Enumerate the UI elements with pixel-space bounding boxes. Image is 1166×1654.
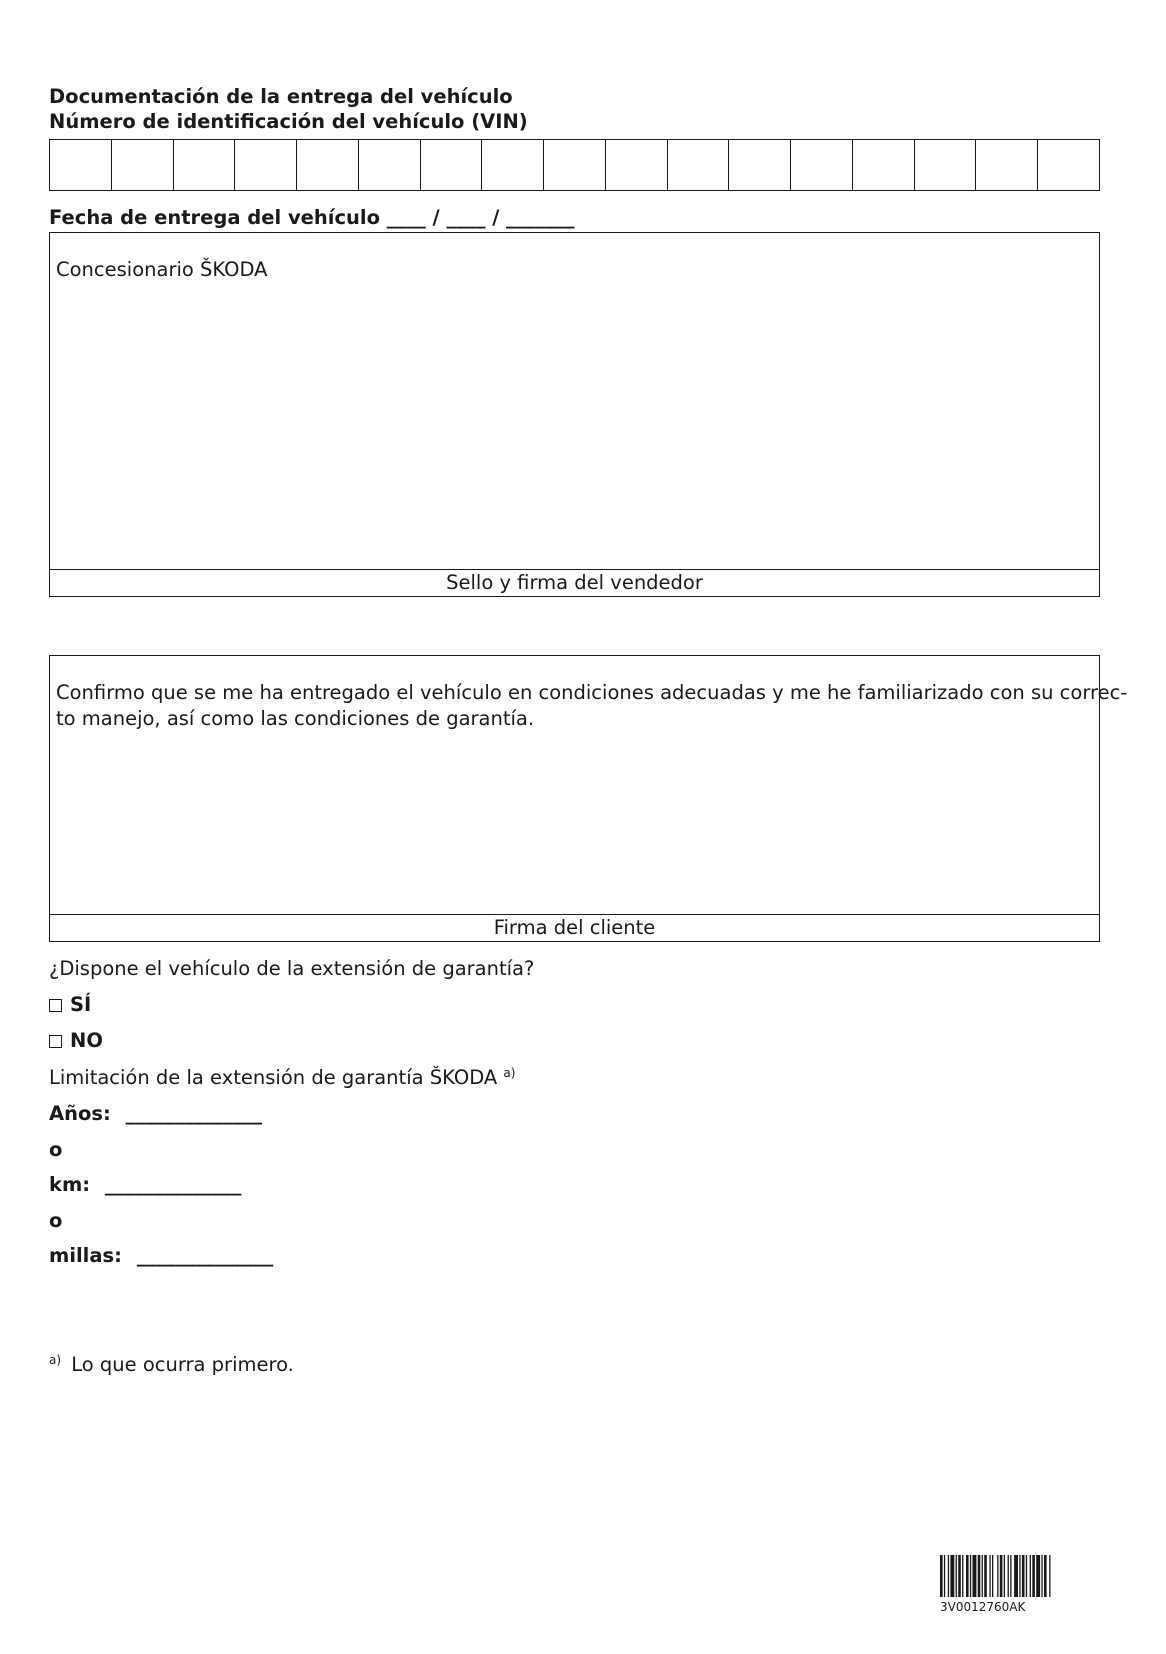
customer-statement	[56, 680, 1128, 732]
barcode-bar	[962, 1555, 963, 1597]
limitation-footnote-marker: a)	[503, 1066, 516, 1080]
dealer-stamp-box[interactable]	[49, 232, 1100, 597]
option-no-row[interactable]	[49, 1028, 103, 1054]
barcode-bar	[948, 1555, 949, 1597]
yes-checkbox[interactable]	[49, 999, 62, 1012]
warranty-limitation	[49, 1065, 515, 1091]
option-yes-row[interactable]	[49, 992, 91, 1018]
vin-cell[interactable]	[421, 140, 483, 190]
customer-signature-box[interactable]	[49, 655, 1128, 942]
vin-cell[interactable]	[729, 140, 791, 190]
barcode-number: 3V0012760AK	[940, 1600, 1026, 1614]
barcode-bar	[1010, 1555, 1011, 1597]
years-blank[interactable]: ______________	[125, 1102, 263, 1125]
vin-cell[interactable]	[668, 140, 730, 190]
option-no-label: NO	[70, 1029, 103, 1052]
miles-row[interactable]	[49, 1243, 273, 1269]
barcode-bar	[1044, 1555, 1047, 1597]
vin-cell[interactable]	[50, 140, 112, 190]
option-yes-label: SÍ	[70, 993, 92, 1016]
barcode-bar	[997, 1555, 998, 1597]
vin-label: Número de identificación del vehículo (VIN)	[49, 110, 528, 133]
barcode-bar	[958, 1555, 961, 1597]
vin-cell[interactable]	[297, 140, 359, 190]
footnote-text: Lo que ocurra primero.	[71, 1353, 294, 1376]
limitation-label: Limitación de la extensión de garantía ŠKODA	[49, 1066, 498, 1089]
dealer-signature-label: Sello y firma del vendedor	[50, 569, 1099, 596]
km-row[interactable]	[49, 1172, 241, 1198]
barcode-bar	[1022, 1555, 1025, 1597]
delivery-date-field[interactable]: Fecha de entrega del vehículo ____ / ____ / _______	[49, 206, 575, 229]
years-label: Años:	[49, 1102, 111, 1125]
miles-blank[interactable]: ______________	[136, 1244, 274, 1267]
barcode-bar	[966, 1555, 969, 1597]
vin-grid[interactable]	[49, 139, 1100, 191]
vin-cell[interactable]	[853, 140, 915, 190]
barcode-bar	[989, 1555, 990, 1597]
or-separator-2: o	[49, 1209, 63, 1232]
barcode-bar	[978, 1555, 981, 1597]
barcode-bar	[944, 1555, 945, 1597]
dealer-heading: Concesionario ŠKODA	[56, 258, 268, 281]
vin-cell[interactable]	[606, 140, 668, 190]
vin-cell[interactable]	[915, 140, 977, 190]
vin-cell[interactable]	[482, 140, 544, 190]
barcode-bar	[1004, 1555, 1005, 1597]
barcode-bar	[1000, 1555, 1003, 1597]
no-checkbox[interactable]	[49, 1035, 62, 1048]
barcode-bar	[1049, 1555, 1050, 1597]
barcode-bar	[1041, 1555, 1042, 1597]
miles-label: millas:	[49, 1244, 122, 1267]
barcode-bar	[970, 1555, 971, 1597]
footnote	[49, 1352, 294, 1378]
barcode-bar	[992, 1555, 993, 1597]
km-label: km:	[49, 1173, 91, 1196]
barcode-bar	[1030, 1555, 1031, 1597]
barcode-bar	[1036, 1555, 1040, 1597]
warranty-question: ¿Dispone el vehículo de la extensión de garantía?	[49, 957, 535, 980]
vin-cell[interactable]	[112, 140, 174, 190]
vin-cell[interactable]	[174, 140, 236, 190]
document-title: Documentación de la entrega del vehículo	[49, 85, 513, 108]
customer-statement-line-1: Confirmo que se me ha entregado el vehículo en condiciones adecuadas y me he familiarizado con su correc-	[56, 681, 1128, 704]
customer-signature-label: Firma del cliente	[50, 914, 1099, 941]
barcode-bar	[940, 1555, 943, 1597]
barcode-bar	[973, 1555, 977, 1597]
or-separator-1: o	[49, 1138, 63, 1161]
barcode-bar	[1032, 1555, 1035, 1597]
vin-cell[interactable]	[1038, 140, 1099, 190]
customer-statement-line-2: to manejo, así como las condiciones de garantía.	[56, 707, 535, 730]
barcode-image	[940, 1555, 1100, 1597]
barcode-bar	[1019, 1555, 1020, 1597]
vin-cell[interactable]	[976, 140, 1038, 190]
vin-cell[interactable]	[359, 140, 421, 190]
vin-cell[interactable]	[544, 140, 606, 190]
barcode-bar	[1014, 1555, 1018, 1597]
barcode-bar	[1026, 1555, 1027, 1597]
barcode-bar	[982, 1555, 983, 1597]
km-blank[interactable]: ______________	[104, 1173, 242, 1196]
barcode-bar	[1008, 1555, 1009, 1597]
years-row[interactable]	[49, 1101, 262, 1127]
footnote-marker: a)	[49, 1353, 62, 1367]
vin-cell[interactable]	[791, 140, 853, 190]
barcode-bar	[950, 1555, 954, 1597]
barcode-bar	[956, 1555, 957, 1597]
vin-cell[interactable]	[235, 140, 297, 190]
barcode-bar	[984, 1555, 987, 1597]
